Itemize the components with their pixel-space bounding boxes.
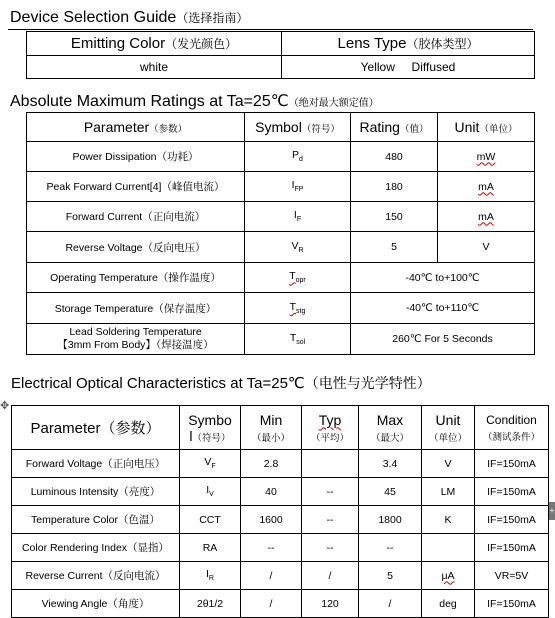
eo-table [11,405,549,618]
unit-cell: V [438,232,535,263]
symbol-header: Symbol（符号） [245,113,351,142]
symbol-cell: $I_V$ [180,478,241,506]
symbol-cell: $T_{sol}$ [245,324,351,355]
section-title-cn: （选择指南） [176,11,249,25]
table-row [27,263,535,293]
unit-cell: V [422,450,475,478]
abs-max-title [10,91,379,111]
condition-cell: IF=150mA [475,590,549,618]
min-cell: 2.8 [241,450,302,478]
rating-header: Rating（值） [351,113,438,142]
symbol-cell: $I_{FP}$ [245,172,351,202]
param-cell: Operating Temperature（操作温度） [27,263,245,293]
divider [8,29,533,30]
condition-cell: IF=150mA [475,478,549,506]
side-scroll-button[interactable]: + [549,502,555,520]
condition-header: Condition （测试条件） [475,406,549,450]
device-selection-title [10,9,248,27]
symbol-cell: $I_R$ [180,562,241,590]
table-header-row [12,406,549,450]
min-cell: 40 [241,478,302,506]
param-cell: Forward Voltage（正向电压） [12,450,180,478]
max-cell: 1800 [359,506,422,534]
table-row [27,142,535,172]
min-cell: / [241,562,302,590]
min-header: Min （最小） [241,406,302,450]
symbol-cell: $V_F$ [180,450,241,478]
typ-cell: -- [302,506,359,534]
rating-cell: 5 [351,232,438,263]
symbol-cell: 2θ1/2 [180,590,241,618]
rating-cell: 260℃ For 5 Seconds [351,324,535,355]
max-cell: / [359,590,422,618]
unit-cell: K [422,506,475,534]
emitting-color-header: Emitting Color（发光颜色） [27,32,282,56]
param-cell: Reverse Voltage（反向电压） [27,232,245,263]
section-title-text: Device Selection Guide [10,9,177,26]
symbol-cell: $T_{stg}$ [245,293,351,324]
table-row [12,478,549,506]
max-cell: 3.4 [359,450,422,478]
rating-cell: 150 [351,202,438,232]
symbol-cell: RA [180,534,241,562]
table-row [12,534,549,562]
typ-cell: -- [302,534,359,562]
symbol-cell: $P_d$ [245,142,351,172]
param-cell: Power Dissipation（功耗） [27,142,245,172]
symbol-cell: CCT [180,506,241,534]
param-cell: Temperature Color（色温） [12,506,180,534]
emitting-color-value: white [27,56,282,79]
max-header: Max （最大） [359,406,422,450]
typ-cell [302,450,359,478]
condition-cell: IF=150mA [475,534,549,562]
min-cell: 1600 [241,506,302,534]
param-cell: Storage Temperature（保存温度） [27,293,245,324]
symbol-cell: $V_R$ [245,232,351,263]
symbol-header: Symbo l（符号） [180,406,241,450]
condition-cell: VR=5V [475,562,549,590]
unit-cell: mW [438,142,535,172]
unit-cell: mA [438,172,535,202]
table-row [12,562,549,590]
max-cell: -- [359,534,422,562]
param-cell: Forward Current（正向电流） [27,202,245,232]
min-cell: / [241,590,302,618]
rating-cell: 480 [351,142,438,172]
typ-header: Typ （平均） [302,406,359,450]
param-cell: Luminous Intensity（亮度） [12,478,180,506]
parameter-header: Parameter（参数） [27,113,245,142]
condition-cell: IF=150mA [475,450,549,478]
section-title-cn: （绝对最大额定值） [288,98,379,109]
table-row [27,232,535,263]
symbol-cell: $I_F$ [245,202,351,232]
table-row [27,293,535,324]
rating-cell: 180 [351,172,438,202]
section-title-text: Absolute Maximum Ratings at Ta=25℃ [10,93,289,110]
device-selection-table [26,31,535,79]
unit-cell: μA [422,562,475,590]
table-header-row [27,113,535,142]
table-row [12,506,549,534]
typ-cell: 120 [302,590,359,618]
typ-cell: / [302,562,359,590]
unit-header: Unit （单位） [422,406,475,450]
condition-cell: IF=150mA [475,506,549,534]
rating-cell: -40℃ to+100℃ [351,263,535,293]
param-cell: Viewing Angle（角度） [12,590,180,618]
section-title-cn: （电性与光学特性） [304,376,431,392]
unit-cell: deg [422,590,475,618]
param-cell: Peak Forward Current[4]（峰值电流） [27,172,245,202]
param-cell: Lead Soldering Temperature 【3mm From Body】（焊接温度） [27,324,245,355]
max-cell: 45 [359,478,422,506]
table-header-row [27,32,535,56]
typ-cell: -- [302,478,359,506]
table-row [27,56,535,79]
eo-title [11,373,431,393]
param-cell: Color Rendering Index（显指） [12,534,180,562]
table-row [27,324,535,355]
table-row [27,202,535,232]
lens-type-value: Yellow Diffused [282,56,535,79]
move-handle-icon[interactable]: ✥ [0,400,10,412]
rating-cell: -40℃ to+110℃ [351,293,535,324]
table-row [12,450,549,478]
table-row [27,172,535,202]
min-cell: -- [241,534,302,562]
max-cell: 5 [359,562,422,590]
symbol-cell: $T_{opr}$ [245,263,351,293]
section-title-text: Electrical Optical Characteristics at Ta=25℃ [11,375,305,392]
unit-header: Unit（单位） [438,113,535,142]
param-cell: Reverse Current（反向电流） [12,562,180,590]
parameter-header: Parameter（参数） [12,406,180,450]
table-row [12,590,549,618]
abs-max-table [26,112,535,355]
lens-type-header: Lens Type（胶体类型） [282,32,535,56]
unit-cell: LM [422,478,475,506]
unit-cell: mA [438,202,535,232]
unit-cell [422,534,475,562]
